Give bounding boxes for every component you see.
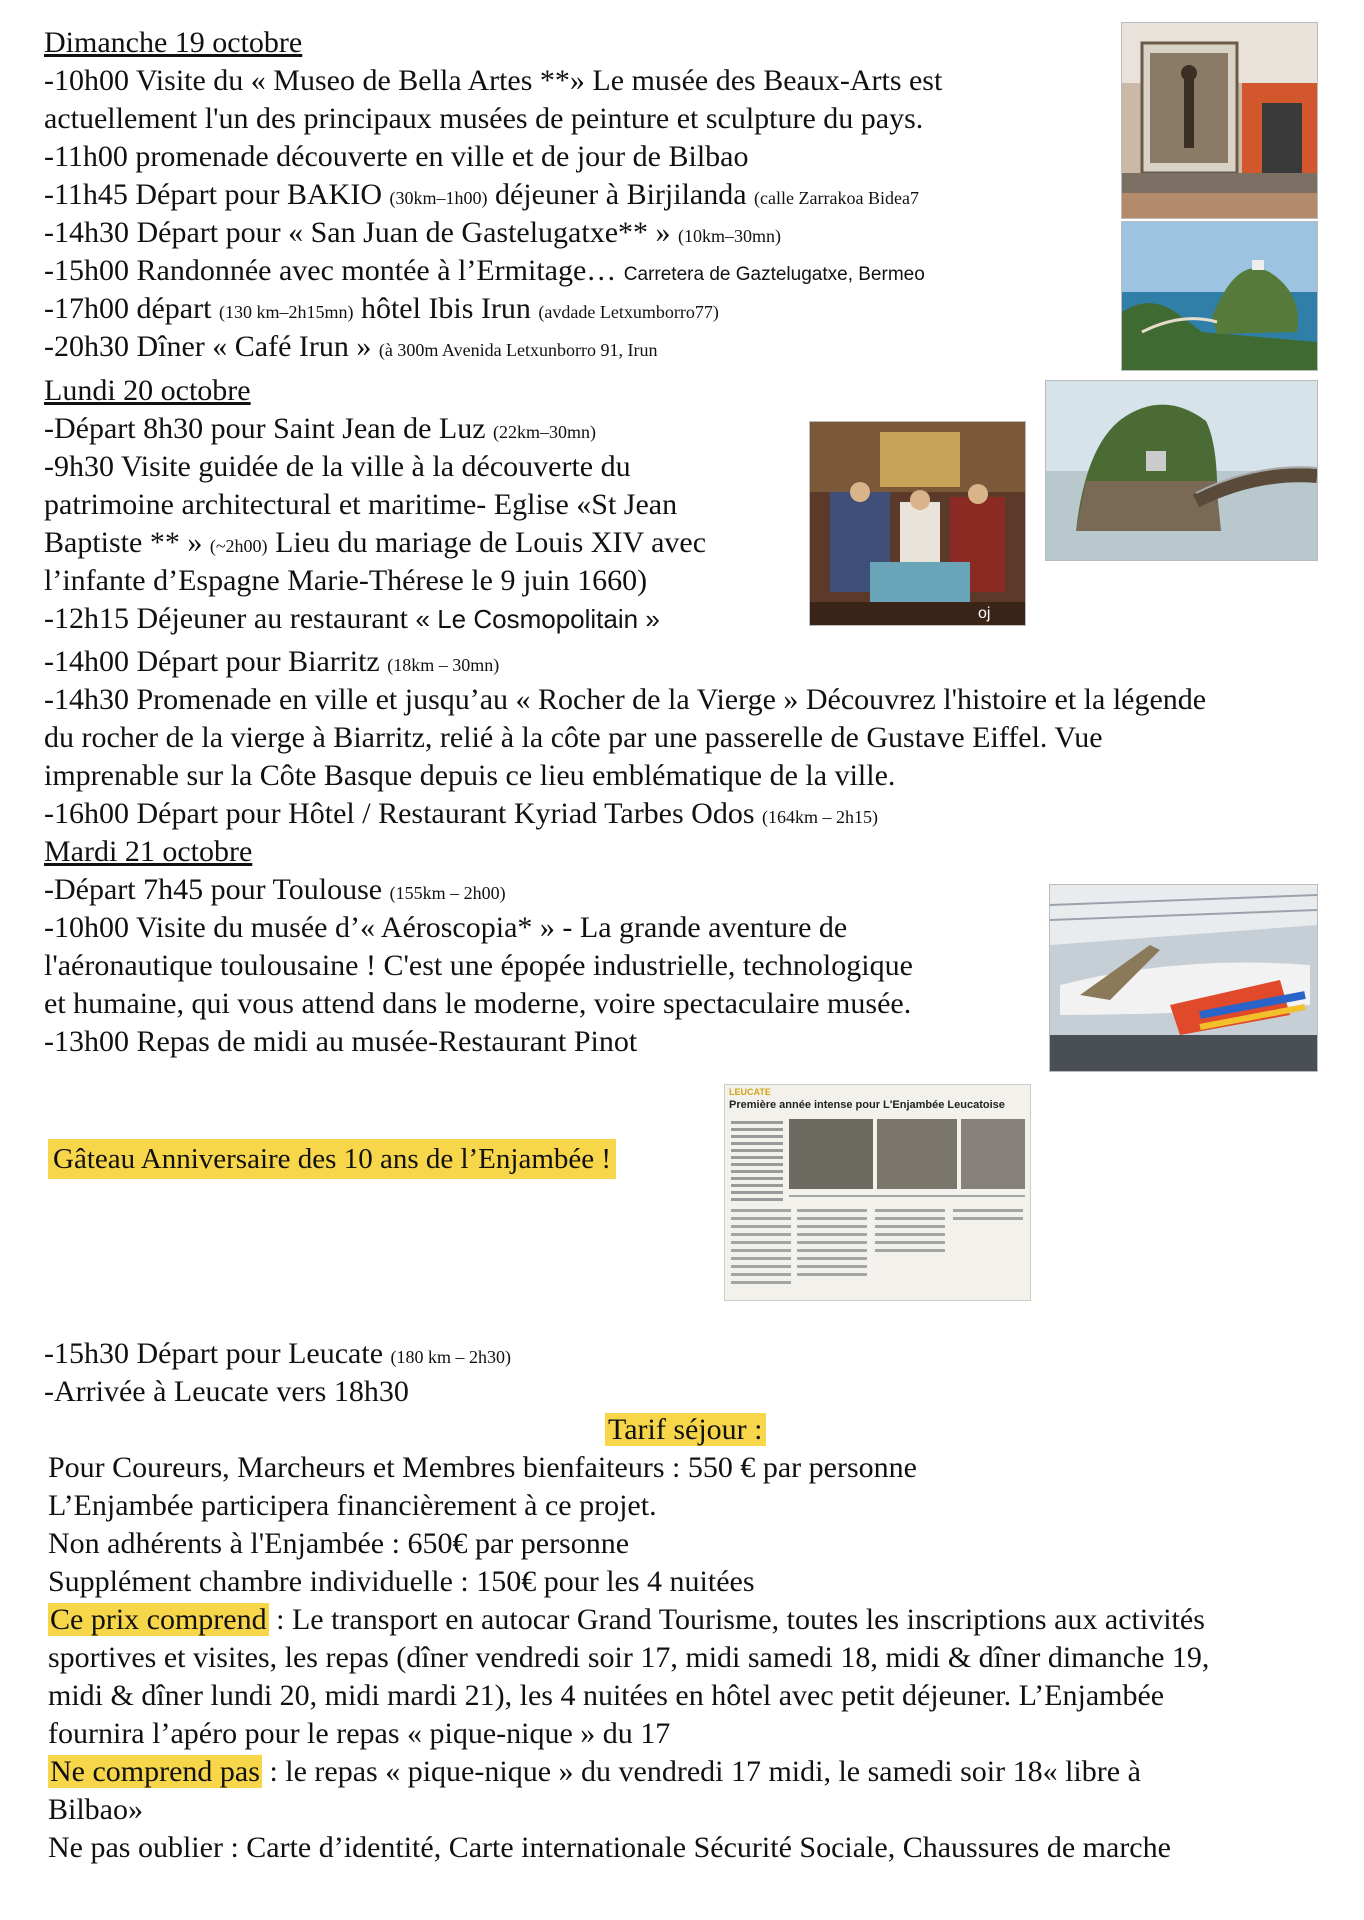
cake-line xyxy=(48,1140,616,1178)
newspaper-clipping xyxy=(724,1084,1031,1301)
day1-line-6-address: Carretera de Gaztelugatxe, Bermeo xyxy=(623,264,925,285)
pricing-contribution: L’Enjambée participera financièrement à ce projet. xyxy=(48,1489,657,1522)
day1-line-4-lunch: déjeuner à Birjilanda xyxy=(494,178,747,211)
day2-line-7 xyxy=(44,643,499,684)
excludes-line-2: Bilbao» xyxy=(48,1793,143,1826)
day1-line-4-distance: (30km–1h00) xyxy=(389,188,488,208)
pricing-non-members: Non adhérents à l'Enjambée : 650€ par personne xyxy=(48,1527,630,1560)
day2-line-1-text: -Départ 8h30 pour Saint Jean de Luz xyxy=(44,412,486,445)
day1-line-6 xyxy=(44,252,925,294)
includes-text-1: : Le transport en autocar Grand Tourisme, toutes les inscriptions aux activités xyxy=(268,1603,1205,1636)
day3-line-4: et humaine, qui vous attend dans le moderne, voire spectaculaire musée. xyxy=(44,987,912,1020)
day2-line-1 xyxy=(44,410,596,451)
includes-line-2: sportives et visites, les repas (dîner vendredi soir 17, midi samedi 18, midi & dîner dimanche 19, xyxy=(48,1641,1210,1674)
pricing-members: Pour Coureurs, Marcheurs et Membres bienfaiteurs : 550 € par personne xyxy=(48,1451,917,1484)
pricing-single-room: Supplément chambre individuelle : 150€ pour les 4 nuitées xyxy=(48,1565,755,1598)
clipping-headline: Première année intense pour L'Enjambée Leucatoise xyxy=(729,1099,1005,1111)
day1-line-6-text: -15h00 Randonnée avec montée à l’Ermitage… xyxy=(44,254,617,287)
day1-line-1: -10h00 Visite du « Museo de Bella Artes **» Le musée des Beaux-Arts est xyxy=(44,64,943,97)
cake-highlight: Gâteau Anniversaire des 10 ans de l’Enjambée ! xyxy=(48,1139,616,1179)
day2-line-7-text: -14h00 Départ pour Biarritz xyxy=(44,645,380,678)
day2-line-6-restaurant: « Le Cosmopolitain » xyxy=(415,604,660,634)
museum-photo xyxy=(1121,22,1318,219)
excludes-line-1 xyxy=(48,1753,1141,1791)
day2-line-6 xyxy=(44,600,660,638)
day2-line-4-duration: (~2h00) xyxy=(209,536,268,556)
day2-line-11-text: -16h00 Départ pour Hôtel / Restaurant Kyriad Tarbes Odos xyxy=(44,797,755,830)
return-line-1-text: -15h30 Départ pour Leucate xyxy=(44,1337,384,1370)
day1-line-7 xyxy=(44,290,719,331)
day3-line-3: l'aéronautique toulousaine ! C'est une épopée industrielle, technologique xyxy=(44,949,913,982)
day3-line-1 xyxy=(44,871,506,912)
return-line-1-distance: (180 km – 2h30) xyxy=(390,1347,512,1367)
rocher-vierge-photo xyxy=(1045,380,1318,561)
day1-line-2: actuellement l'un des principaux musées de peinture et sculpture du pays. xyxy=(44,102,924,135)
day3-line-1-distance: (155km – 2h00) xyxy=(389,883,506,903)
gaztelugatxe-photo xyxy=(1121,221,1318,371)
day2-line-9: du rocher de la vierge à Biarritz, relié à la côte par une passerelle de Gustave Eiffel. Vue xyxy=(44,721,1103,754)
day3-line-5: -13h00 Repas de midi au musée-Restaurant Pinot xyxy=(44,1025,638,1058)
day2-line-11-distance: (164km – 2h15) xyxy=(762,807,879,827)
day1-heading: Dimanche 19 octobre xyxy=(44,26,303,59)
day1-line-7-hotel: hôtel Ibis Irun xyxy=(360,292,531,325)
painting-photo xyxy=(809,421,1026,626)
clipping-body-graphic xyxy=(725,1085,1030,1300)
return-line-2: -Arrivée à Leucate vers 18h30 xyxy=(44,1375,409,1408)
day1-line-4-address: (calle Zarrakoa Bidea7 xyxy=(754,188,919,208)
excludes-label: Ne comprend pas xyxy=(50,1755,260,1788)
day2-heading: Lundi 20 octobre xyxy=(44,374,251,407)
day1-line-8-text: -20h30 Dîner « Café Irun » xyxy=(44,330,372,363)
day1-line-5-distance: (10km–30mn) xyxy=(678,226,782,246)
day2-line-2: -9h30 Visite guidée de la ville à la découverte du xyxy=(44,450,631,483)
day2-line-4-text: Baptiste ** » xyxy=(44,526,203,559)
day1-line-8-address: (à 300m Avenida Letxunborro 91, Irun xyxy=(378,340,658,360)
painting-watermark-text: oj xyxy=(978,605,991,622)
excludes-text-1: : le repas « pique-nique » du vendredi 17 midi, le samedi soir 18« libre à xyxy=(261,1755,1141,1788)
day2-line-11 xyxy=(44,795,878,836)
includes-label: Ce prix comprend xyxy=(50,1603,267,1636)
includes-line-4: fournira l’apéro pour le repas « pique-nique » du 17 xyxy=(48,1717,671,1750)
reminder-line: Ne pas oublier : Carte d’identité, Carte internationale Sécurité Sociale, Chaussures de marche xyxy=(48,1831,1171,1864)
day1-line-7-distance: (130 km–2h15mn) xyxy=(218,302,354,322)
day2-line-7-distance: (18km – 30mn) xyxy=(387,655,500,675)
day2-line-5: l’infante d’Espagne Marie-Thérese le 9 juin 1660) xyxy=(44,564,648,597)
day2-line-3: patrimoine architectural et maritime- Eglise «St Jean xyxy=(44,488,678,521)
pricing-title-line xyxy=(605,1411,766,1449)
pricing-title: Tarif séjour : xyxy=(605,1413,766,1446)
day1-line-4-text: -11h45 Départ pour BAKIO xyxy=(44,178,382,211)
day2-line-1-distance: (22km–30mn) xyxy=(493,422,597,442)
day3-heading: Mardi 21 octobre xyxy=(44,835,253,868)
day2-line-6-text: -12h15 Déjeuner au restaurant xyxy=(44,602,409,635)
day1-line-7-address: (avdade Letxumborro77) xyxy=(538,302,719,322)
day1-line-5 xyxy=(44,214,781,255)
day1-line-4 xyxy=(44,176,919,217)
day2-line-4-detail: Lieu du mariage de Louis XIV avec xyxy=(275,526,707,559)
day1-line-3: -11h00 promenade découverte en ville et de jour de Bilbao xyxy=(44,140,749,173)
day3-line-1-text: -Départ 7h45 pour Toulouse xyxy=(44,873,383,906)
return-line-1 xyxy=(44,1335,511,1376)
clipping-source: LEUCATE xyxy=(729,1087,771,1097)
day1-line-8 xyxy=(44,328,658,369)
day3-line-2: -10h00 Visite du musée d’« Aéroscopia* » - La grande aventure de xyxy=(44,911,848,944)
aeroscopia-photo xyxy=(1049,884,1318,1072)
day2-line-8: -14h30 Promenade en ville et jusqu’au « Rocher de la Vierge » Découvrez l'histoire et la légende xyxy=(44,683,1207,716)
day1-line-7-text: -17h00 départ xyxy=(44,292,212,325)
day2-line-4 xyxy=(44,524,706,565)
includes-line-1 xyxy=(48,1601,1205,1639)
includes-line-3: midi & dîner lundi 20, midi mardi 21), les 4 nuitées en hôtel avec petit déjeuner. L’Enjambée xyxy=(48,1679,1165,1712)
day2-line-10: imprenable sur la Côte Basque depuis ce lieu emblématique de la ville. xyxy=(44,759,896,792)
day1-line-5-text: -14h30 Départ pour « San Juan de Gastelugatxe** » xyxy=(44,216,671,249)
